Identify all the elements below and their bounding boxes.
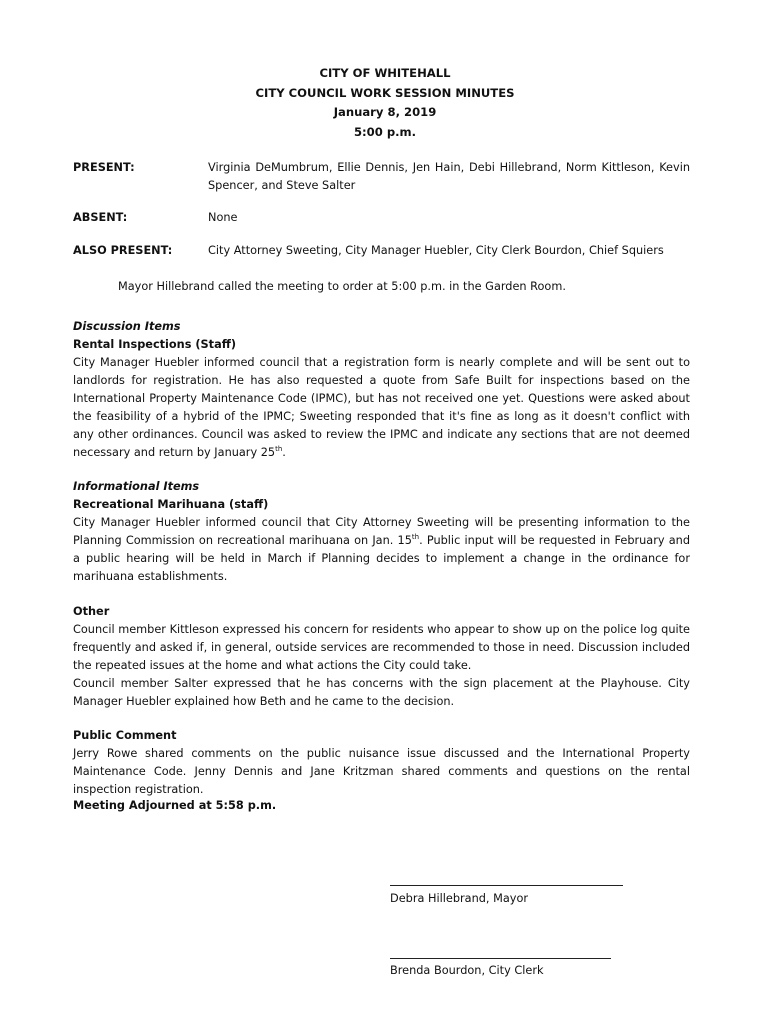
public-comment-text: Jerry Rowe shared comments on the public nuisance issue discussed and the International Property Maintenance Code. Jenny Dennis and Jane Kritzman shared comments and questions on the rental inspection registration. — [73, 747, 690, 796]
mayor-signature-line — [390, 885, 623, 886]
discussion-heading: Discussion Items — [73, 320, 181, 333]
rental-inspections-heading: Rental Inspections (Staff) — [73, 338, 237, 351]
clerk-signature-name: Brenda Bourdon, City Clerk — [390, 964, 544, 977]
document-header — [0, 64, 770, 142]
also-present-value: City Attorney Sweeting, City Manager Huebler, City Clerk Bourdon, Chief Squiers — [208, 244, 664, 257]
recreational-marihuana-text: City Manager Huebler informed council that City Attorney Sweeting will be presenting information to the Planning Commission on recreational marihuana on Jan. 15th. Public input will be requested in February and a public hearing will be held in March if Planning decides to implement a change in the ordinance for marihuana establishments. — [73, 516, 690, 583]
informational-section — [73, 478, 690, 586]
recreational-marihuana-heading: Recreational Marihuana (staff) — [73, 498, 269, 511]
meeting-time: 5:00 p.m. — [353, 124, 417, 139]
absent-label: ABSENT: — [73, 211, 128, 224]
rental-inspections-text: City Manager Huebler informed council that a registration form is nearly complete and will be sent out to landlords for registration. He has also requested a quote from Safe Built for inspections based on the International Property Maintenance Code (IPMC), but has not received one yet. Questions were asked about the feasibility of a hybrid of the IPMC; Sweeting responded that it's fine as long as it doesn't conflict with any other ordinances. Council was asked to review the IPMC and indicate any sections that are not deemed necessary and return by January 25th. — [73, 356, 690, 459]
meeting-date: January 8, 2019 — [333, 105, 437, 119]
attendance-also-present — [73, 242, 693, 262]
city-name: CITY OF WHITEHALL — [319, 66, 451, 80]
discussion-section — [73, 318, 690, 462]
also-present-label: ALSO PRESENT: — [73, 244, 173, 257]
present-label: PRESENT: — [73, 161, 135, 174]
document-title: CITY COUNCIL WORK SESSION MINUTES — [255, 85, 515, 100]
clerk-signature-line — [390, 958, 611, 959]
attendance-absent — [73, 209, 693, 229]
public-comment-heading: Public Comment — [73, 729, 177, 742]
call-to-order: Mayor Hillebrand called the meeting to order at 5:00 p.m. in the Garden Room. — [118, 280, 566, 293]
other-heading: Other — [73, 605, 110, 618]
other-section — [73, 603, 690, 711]
other-salter-text: Council member Salter expressed that he has concerns with the sign placement at the Playhouse. City Manager Huebler explained how Beth and he came to the decision. — [73, 677, 690, 708]
mayor-signature-name: Debra Hillebrand, Mayor — [390, 892, 529, 905]
meeting-adjourned: Meeting Adjourned at 5:58 p.m. — [73, 799, 277, 812]
attendance-present — [73, 159, 693, 199]
absent-value: None — [208, 211, 238, 224]
other-kittleson-text: Council member Kittleson expressed his concern for residents who appear to show up on the police log quite frequently and asked if, in general, outside services are recommended to those in need. Discussion included the repeated issues at the home and what actions the City could take. — [73, 623, 690, 672]
public-comment-section — [73, 727, 690, 799]
informational-heading: Informational Items — [73, 480, 200, 493]
present-value: Virginia DeMumbrum, Ellie Dennis, Jen Hain, Debi Hillebrand, Norm Kittleson, Kevin Spencer, and Steve Salter — [208, 161, 690, 192]
